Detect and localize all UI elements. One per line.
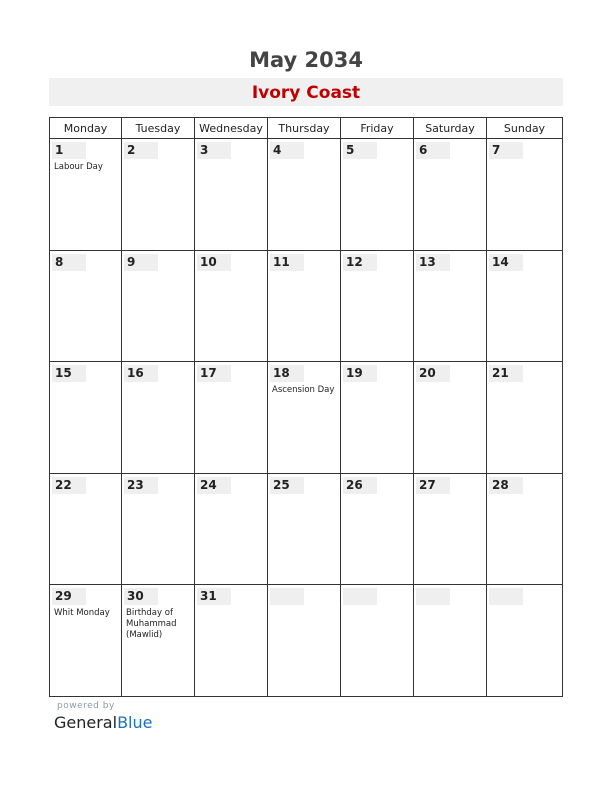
day-number-box: [124, 588, 158, 605]
day-cell: [487, 474, 562, 586]
day-cell: [50, 362, 122, 474]
day-number: 17: [200, 366, 217, 381]
day-cell: [50, 474, 122, 586]
day-cell: [414, 251, 487, 363]
day-number-box: [52, 365, 86, 382]
day-number-box: [197, 477, 231, 494]
day-number: 7: [492, 143, 501, 157]
day-number: 25: [273, 477, 290, 492]
day-number: 22: [55, 477, 72, 492]
day-number-box: [343, 588, 377, 605]
holiday-label: Whit Monday: [54, 608, 110, 619]
day-cell: [195, 139, 268, 251]
day-number: 9: [127, 254, 136, 269]
day-cell: [122, 585, 195, 697]
day-cell: [50, 139, 122, 251]
calendar-title: May 2034: [249, 48, 363, 72]
day-number: 30: [127, 589, 144, 604]
day-cell: [268, 139, 341, 251]
day-cell: [487, 251, 562, 363]
day-cell: [268, 474, 341, 586]
day-number-box: [343, 254, 377, 271]
weekday-header: Thursday: [268, 118, 341, 139]
day-number: 27: [419, 477, 436, 492]
day-number: 6: [419, 143, 428, 157]
weekday-header: Monday: [50, 118, 122, 139]
day-number: 29: [55, 589, 72, 604]
day-number: 8: [55, 254, 64, 269]
day-number-box: [343, 477, 377, 494]
day-cell: [341, 474, 414, 586]
day-number: 31: [200, 589, 217, 604]
country-banner: [49, 78, 563, 106]
day-number: 20: [419, 366, 436, 381]
day-number-box: [197, 142, 231, 159]
weekday-header: Saturday: [414, 118, 487, 139]
logo-general: General: [54, 713, 118, 732]
day-cell: [414, 474, 487, 586]
day-number-box: [489, 254, 523, 271]
day-number: 15: [55, 366, 72, 381]
day-number: 14: [492, 254, 509, 269]
day-cell: [414, 139, 487, 251]
day-number-box: [416, 142, 450, 159]
powered-by-label: powered by: [57, 701, 115, 711]
day-cell: [268, 251, 341, 363]
day-number-box: [52, 477, 86, 494]
day-number-box: [124, 142, 158, 159]
day-number: 18: [273, 366, 290, 381]
day-number: 3: [200, 143, 209, 157]
day-cell: [195, 251, 268, 363]
day-number: 13: [419, 254, 436, 269]
day-cell: [341, 251, 414, 363]
day-cell: [122, 474, 195, 586]
day-number-box: [197, 254, 231, 271]
day-number-box: [489, 588, 523, 605]
day-cell: [122, 251, 195, 363]
day-number-box: [489, 477, 523, 494]
day-number-box: [489, 142, 523, 159]
day-cell: [414, 362, 487, 474]
day-cell: [122, 362, 195, 474]
day-number: 21: [492, 366, 509, 381]
day-number-box: [270, 365, 304, 382]
day-number: 2: [127, 143, 136, 157]
day-number: 28: [492, 477, 509, 492]
day-cell: [268, 585, 341, 697]
day-cell: [50, 251, 122, 363]
day-number-box: [197, 365, 231, 382]
day-number-box: [197, 588, 231, 605]
day-cell: [341, 362, 414, 474]
day-number: 23: [127, 477, 144, 492]
day-number-box: [124, 365, 158, 382]
day-number: 19: [346, 366, 363, 381]
holiday-label: Birthday of Muhammad (Mawlid): [126, 608, 177, 641]
day-number-box: [416, 365, 450, 382]
day-cell: [122, 139, 195, 251]
logo-blue: Blue: [117, 713, 153, 732]
day-number: 5: [346, 143, 355, 157]
day-number: 16: [127, 366, 144, 381]
weekday-header: Tuesday: [122, 118, 195, 139]
day-number: 10: [200, 254, 217, 269]
day-number-box: [270, 588, 304, 605]
day-number-box: [124, 254, 158, 271]
generalblue-logo[interactable]: [54, 713, 152, 732]
day-number-box: [416, 588, 450, 605]
day-number-box: [343, 142, 377, 159]
day-number-box: [52, 588, 86, 605]
day-cell: [487, 585, 562, 697]
day-cell: [50, 585, 122, 697]
day-number: 4: [273, 143, 282, 157]
day-cell: [341, 139, 414, 251]
day-number: 24: [200, 477, 217, 492]
day-number-box: [489, 365, 523, 382]
country-name: Ivory Coast: [251, 83, 361, 103]
day-number: 1: [55, 143, 64, 157]
day-number: 12: [346, 254, 363, 269]
day-number-box: [52, 142, 86, 159]
day-number-box: [270, 477, 304, 494]
day-cell: [487, 362, 562, 474]
day-number-box: [416, 254, 450, 271]
day-number-box: [124, 477, 158, 494]
day-cell: [341, 585, 414, 697]
calendar-grid: [49, 117, 563, 697]
day-cell: [414, 585, 487, 697]
day-number-box: [416, 477, 450, 494]
day-cell: [195, 362, 268, 474]
day-cell: [195, 585, 268, 697]
holiday-label: Ascension Day: [272, 385, 335, 396]
weekday-header: Friday: [341, 118, 414, 139]
day-cell: [268, 362, 341, 474]
holiday-label: Labour Day: [54, 162, 103, 172]
day-number: 11: [273, 254, 290, 269]
day-number-box: [270, 142, 304, 159]
day-number-box: [343, 365, 377, 382]
weekday-header: Sunday: [487, 118, 562, 139]
weekday-header: Wednesday: [195, 118, 268, 139]
day-number: 26: [346, 477, 363, 492]
day-number-box: [52, 254, 86, 271]
day-number-box: [270, 254, 304, 271]
day-cell: [195, 474, 268, 586]
day-cell: [487, 139, 562, 251]
